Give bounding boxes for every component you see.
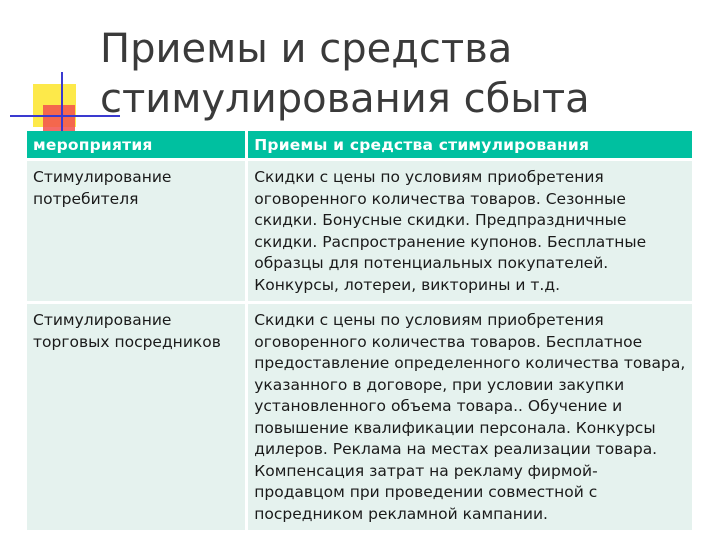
header-methods: Приемы и средства стимулирования — [248, 131, 692, 161]
stimulation-table — [27, 131, 692, 533]
decor-vertical-line — [61, 72, 63, 140]
table-row — [27, 304, 692, 533]
cell-event: Стимулирование потребителя — [27, 161, 248, 304]
cell-methods: Скидки с цены по условиям приобретения оговоренного количества товаров. Сезонные скидки. Бонусные скидки. Предпраздничные скидки. Распространение купонов. Бесплатные образцы для потенциальных покупателей. Конкурсы, лотереи, викторины и т.д. — [248, 161, 692, 304]
cell-methods: Скидки с цены по условиям приобретения оговоренного количества товаров. Бесплатное предоставление определенного количества товара, указанного в договоре, при условии закупки установленного объема товара.. Обучение и повышение квалификации персонала. Конкурсы дилеров. Реклама на местах реализации товара. Компенсация затрат на рекламу фирмой-продавцом при проведении совместной с посредником рекламной кампании. — [248, 304, 692, 533]
slide-title: Приемы и средства стимулирования сбыта — [100, 26, 590, 122]
header-events: мероприятия — [27, 131, 248, 161]
table-header-row — [27, 131, 692, 161]
table-row — [27, 161, 692, 304]
cell-event: Стимулирование торговых посредников — [27, 304, 248, 533]
